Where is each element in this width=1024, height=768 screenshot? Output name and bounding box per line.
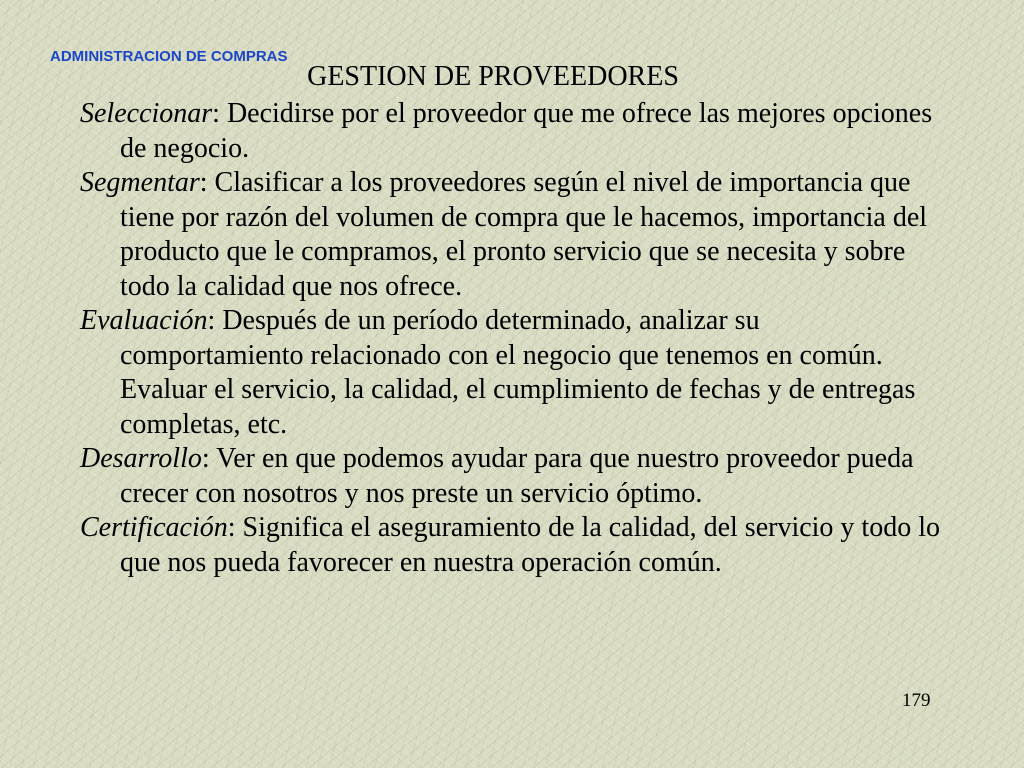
item-separator: : <box>227 512 236 543</box>
item-separator: : <box>207 305 216 336</box>
page-number: 179 <box>902 690 931 711</box>
item-term: Certificación <box>80 512 228 543</box>
item-evaluacion <box>80 304 950 442</box>
item-seleccionar <box>80 97 950 166</box>
item-separator: : <box>199 167 208 198</box>
item-segmentar <box>80 166 950 304</box>
item-certificacion <box>80 511 950 580</box>
item-desarrollo <box>80 442 950 511</box>
item-term: Evaluación <box>80 305 208 336</box>
item-definition: Después de un período determinado, analizar su comportamiento relacionado con el negocio que tenemos en común. Evaluar el servicio, la calidad, el cumplimiento de fechas y de entregas completas, etc. <box>120 305 916 440</box>
slide-title: GESTION DE PROVEEDORES <box>307 61 679 92</box>
item-definition: Ver en que podemos ayudar para que nuestro proveedor pueda crecer con nosotros y nos preste un servicio óptimo. <box>120 443 914 509</box>
item-separator: : <box>212 98 220 129</box>
slide-content <box>80 97 950 580</box>
item-separator: : <box>201 443 210 474</box>
item-term: Desarrollo <box>80 443 202 474</box>
item-definition: Significa el aseguramiento de la calidad, del servicio y todo lo que nos pueda favorecer en nuestra operación común. <box>120 512 940 578</box>
item-definition: Decidirse por el proveedor que me ofrece las mejores opciones de negocio. <box>120 98 933 164</box>
item-term: Segmentar <box>80 167 200 198</box>
item-definition: Clasificar a los proveedores según el nivel de importancia que tiene por razón del volumen de compra que le hacemos, importancia del producto que le compramos, el pronto servicio que se necesita y sobre todo la calidad que nos ofrece. <box>120 167 928 302</box>
item-term: Seleccionar <box>80 98 213 129</box>
header-label: ADMINISTRACION DE COMPRAS <box>50 48 288 65</box>
